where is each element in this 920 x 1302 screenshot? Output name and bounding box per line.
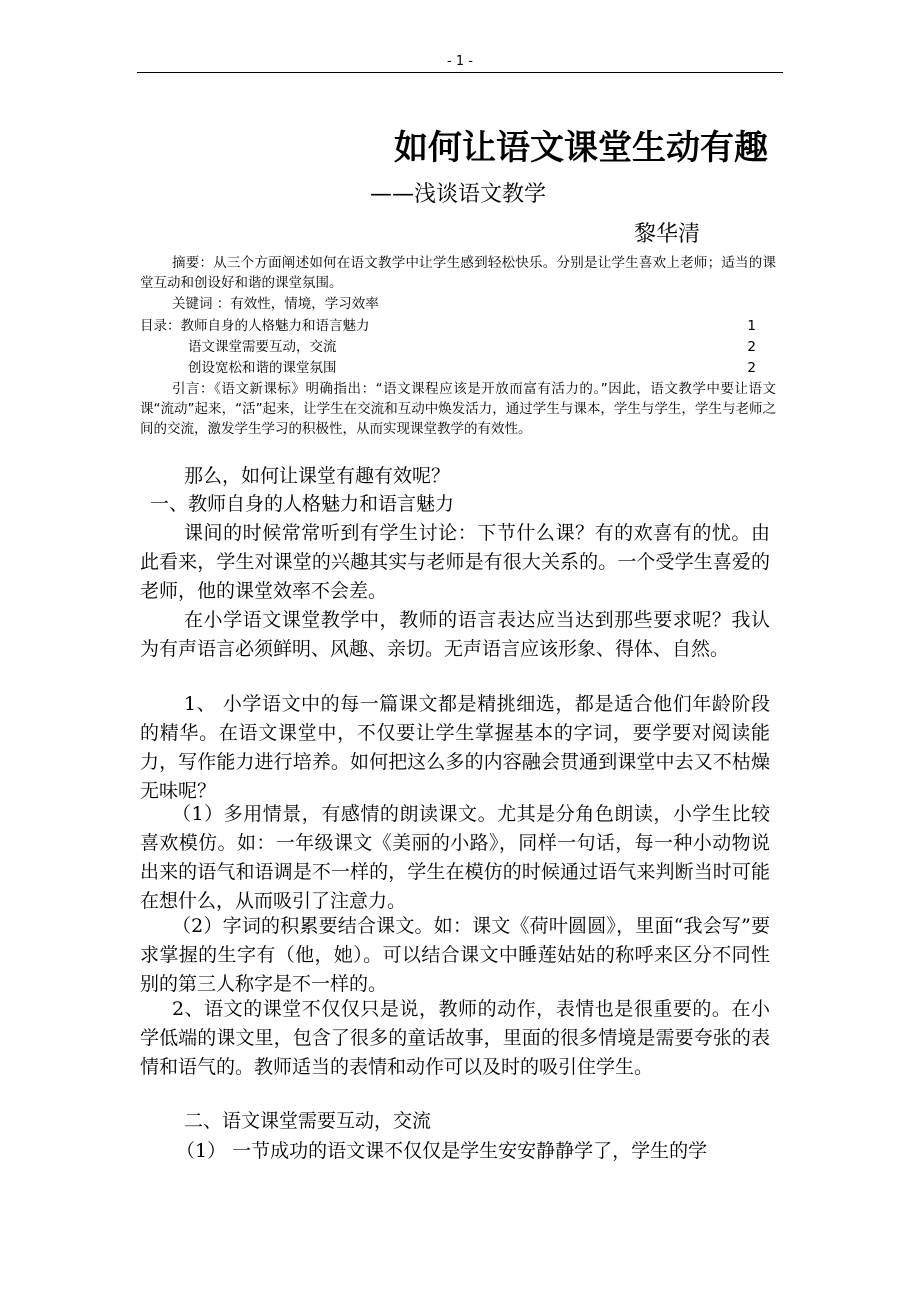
body-paragraph: 2、语文的课堂不仅仅只是说，教师的动作，表情也是很重要的。在小学低端的课文里，包含了很多的童话故事，里面的很多情境是需要夸张的表情和语气的。教师适当的表情和动作可以及时的吸引住学生。 [140,998,770,1078]
toc-entry [140,358,756,378]
body-paragraph: 那么，如何让课堂有趣有效呢？ [184,465,451,487]
toc-page: 1 [747,318,756,334]
toc-label: 目录：教师自身的人格魅力和语言魅力 [140,318,370,334]
body-paragraph: 1、 小学语文中的每一篇课文都是精挑细选，都是适合他们年龄阶段的精华。在语文课堂中，不仅要让学生掌握基本的字词，要学要对阅读能力，写作能力进行培养。如何把这么多的内容融会贯通到课堂中去又不枯燥无味呢？ [140,693,770,802]
document-title: 如何让语文课堂生动有趣 [394,128,768,168]
toc-label: 语文课堂需要互动，交流 [188,339,337,355]
toc-label: 创设宽松和谐的课堂氛围 [188,360,337,376]
body-paragraph: （2）字词的积累要结合课文。如：课文《荷叶圆圆》，里面“我会写”要求掌握的生字有（他，她）。可以结合课文中睡莲姑姑的称呼来区分不同性别的第三人称字是不一样的。 [140,915,770,995]
body-paragraph: （1） 一节成功的语文课不仅仅是学生安安静静学了，学生的学 [176,1140,708,1162]
body-paragraph: （1）多用情景，有感情的朗读课文。尤其是分角色朗读，小学生比较喜欢模仿。如：一年级课文《美丽的小路》，同样一句话，每一种小动物说出来的语气和语调是不一样的，学生在模仿的时候通过语气来判断当时可能在想什么，从而吸引了注意力。 [140,803,770,912]
keywords: 关键词 ：有效性，情境，学习效率 [172,296,379,312]
author-name: 黎华清 [634,222,701,247]
toc-entry [140,337,756,357]
abstract: 摘要：从三个方面阐述如何在语文教学中让学生感到轻松快乐。分别是让学生喜欢上老师；适当的课堂互动和创设好和谐的课堂氛围。 [140,255,776,291]
toc-entry [140,316,756,336]
section-heading: 一、教师自身的人格魅力和语言魅力 [150,493,455,515]
toc-page: 2 [747,360,756,376]
page-number: - 1 - [447,54,473,69]
body-paragraph: 在小学语文课堂教学中，教师的语言表达应当达到那些要求呢？我认为有声语言必须鲜明、风趣、亲切。无声语言应该形象、得体、自然。 [140,609,770,660]
toc-page: 2 [747,339,756,355]
body-paragraph: 课间的时候常常听到有学生讨论：下节什么课？有的欢喜有的忧。由此看来，学生对课堂的兴趣其实与老师是有很大关系的。一个受学生喜爱的老师，他的课堂效率不会差。 [140,522,770,602]
introduction: 引言：《语文新课标》明确指出：“语文课程应该是开放而富有活力的。”因此，语文教学中要让语文课“流动”起来，“活”起来，让学生在交流和互动中焕发活力，通过学生与课本，学生与学生，学生与老师之间的交流，激发学生学习的积极性，从而实现课堂教学的有效性。 [140,381,776,437]
section-heading: 二、语文课堂需要互动，交流 [184,1110,432,1132]
header-rule [137,72,783,73]
document-subtitle: ——浅谈语文教学 [370,182,547,207]
